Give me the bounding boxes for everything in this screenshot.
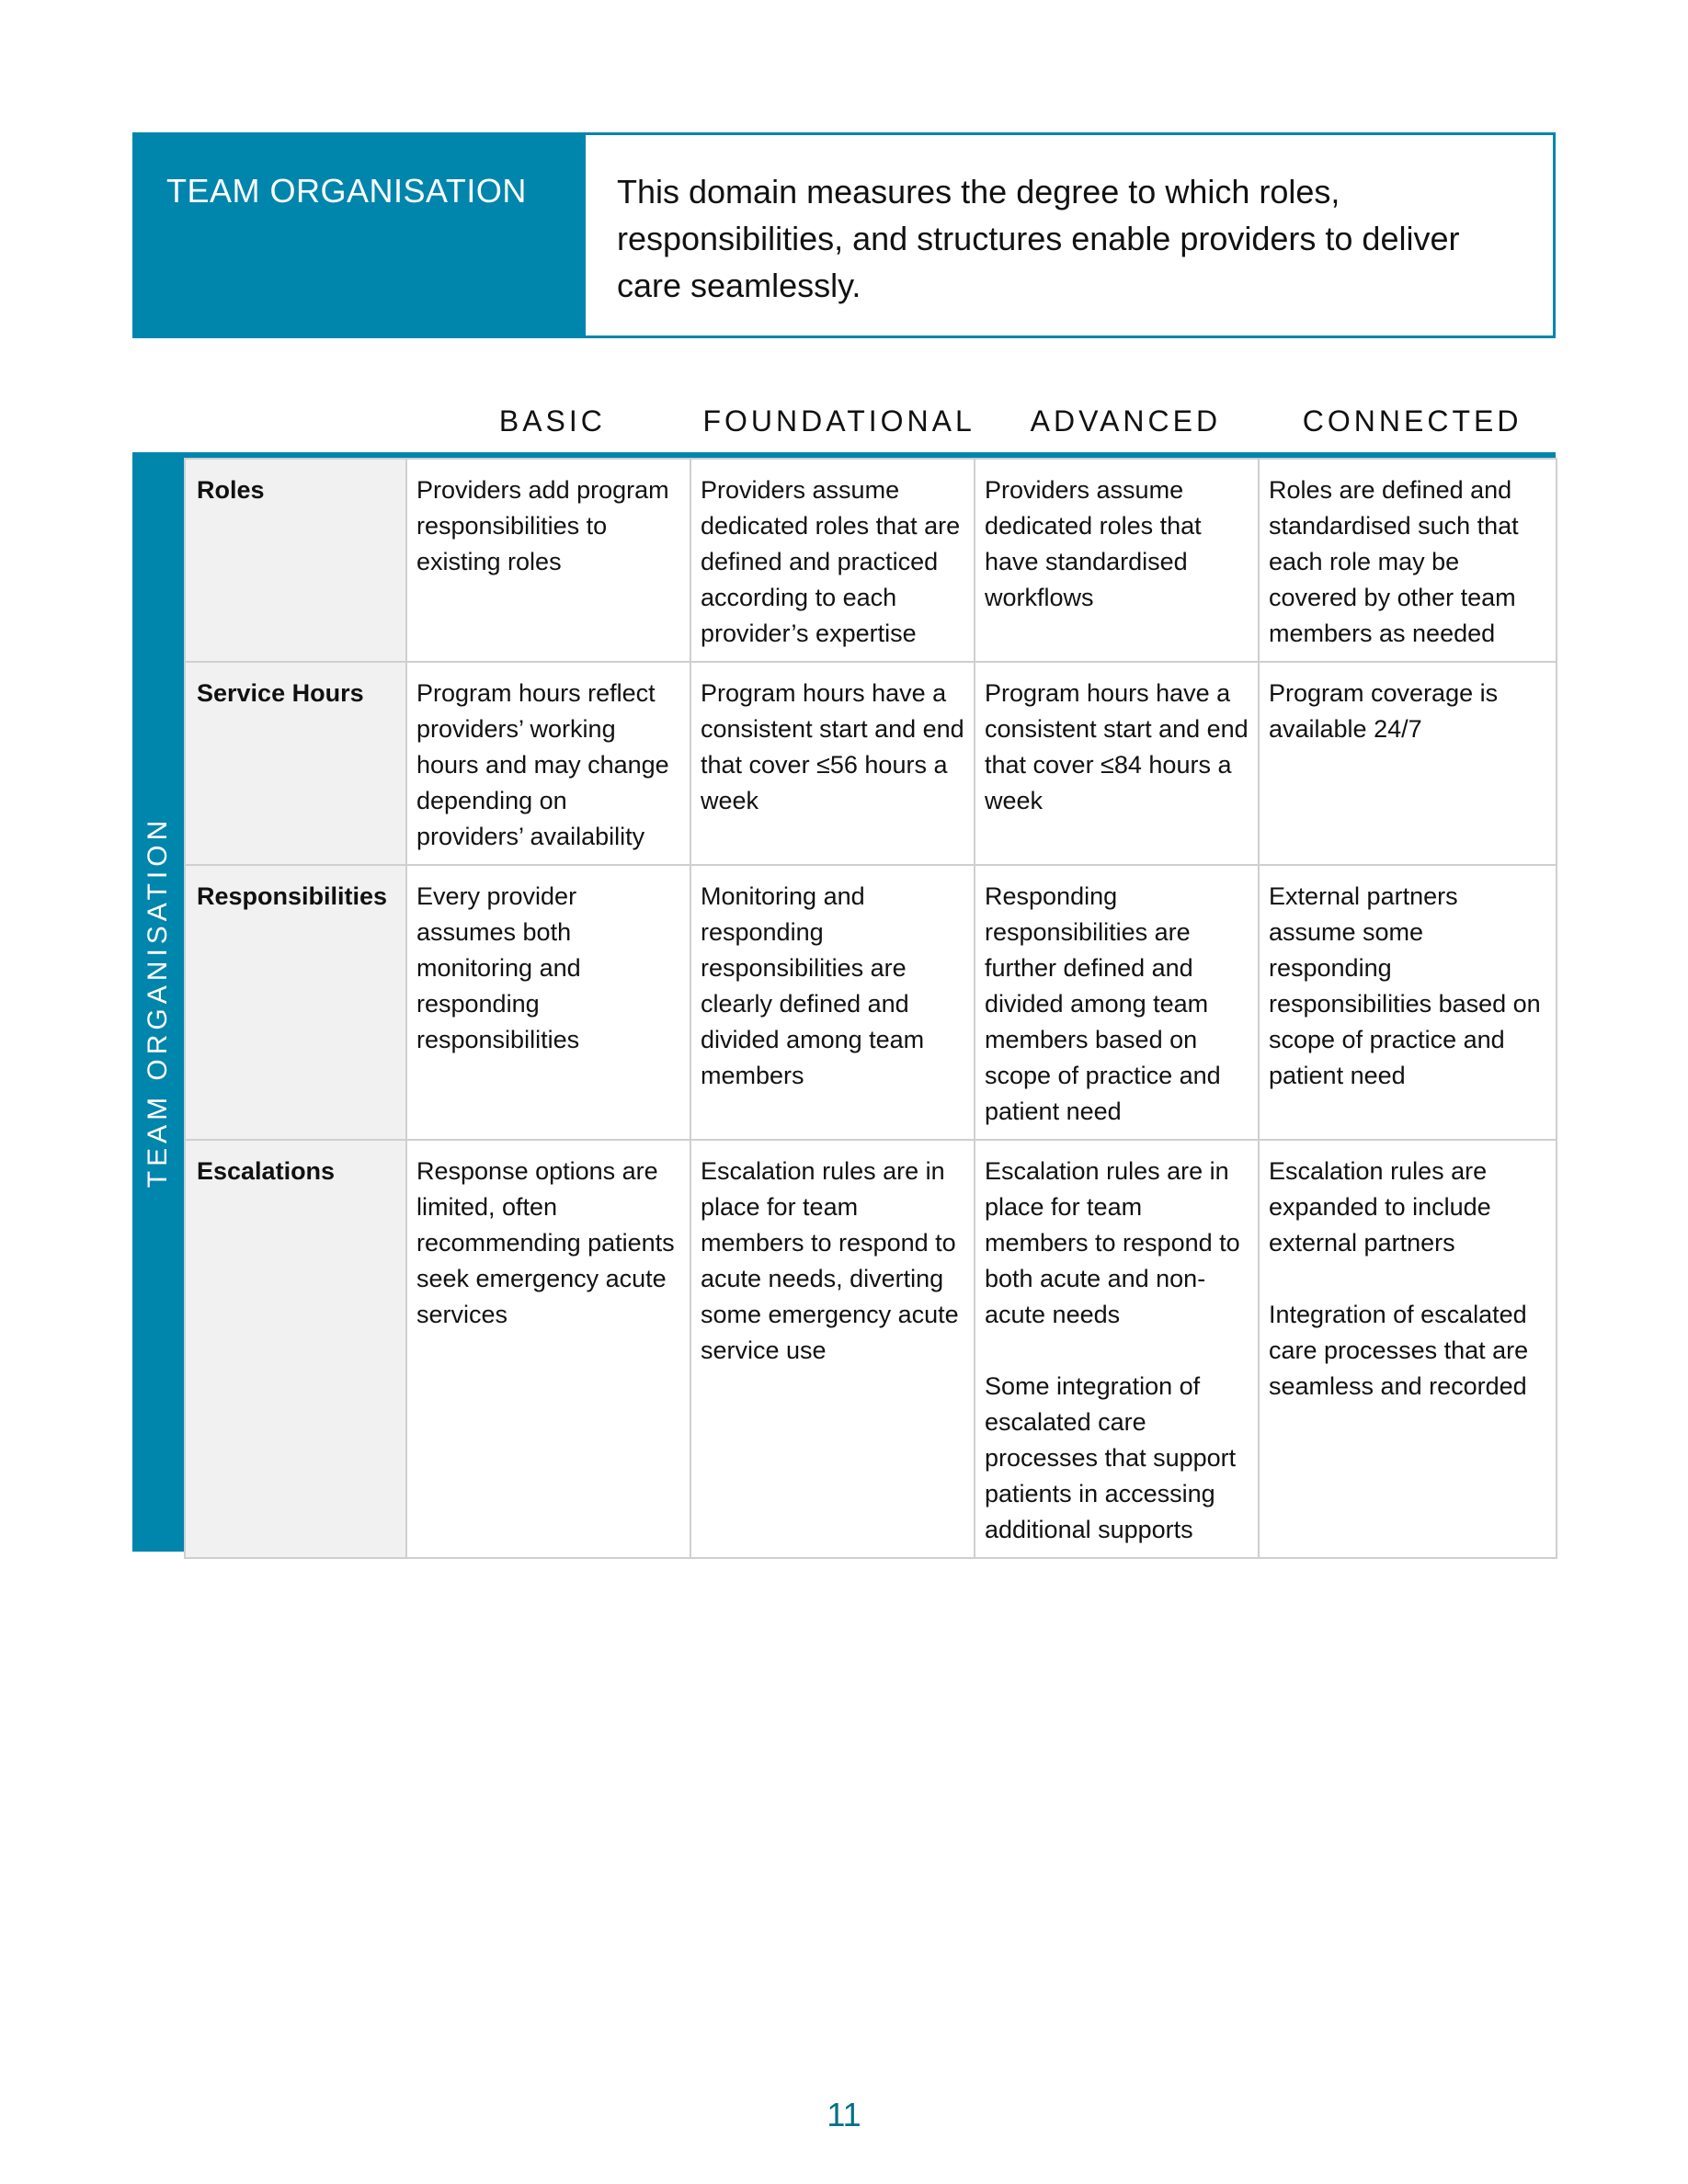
- cell-responsibilities-advanced: Responding responsibilities are further defined and divided among team members based on scope of practice and patient need: [975, 865, 1259, 1140]
- domain-header-box: [132, 132, 1556, 338]
- cell-escalations-connected: Escalation rules are expanded to include external partners Integration of escalated care processes that are seamless and recorded: [1259, 1140, 1557, 1558]
- level-header-connected: CONNECTED: [1302, 404, 1523, 438]
- page-number: 11: [827, 2096, 861, 2133]
- row-label-service-hours: Service Hours: [185, 662, 406, 865]
- side-label: TEAM ORGANISATION: [143, 815, 173, 1189]
- domain-title: TEAM ORGANISATION: [135, 135, 586, 336]
- table-row-roles: [185, 459, 1557, 662]
- cell-escalations-basic: Response options are limited, often recommending patients seek emergency acute services: [406, 1140, 690, 1558]
- row-label-responsibilities: Responsibilities: [185, 865, 406, 1140]
- cell-responsibilities-connected: External partners assume some responding responsibilities based on scope of practice and patient need: [1259, 865, 1557, 1140]
- cell-service-hours-connected: Program coverage is available 24/7: [1259, 662, 1557, 865]
- cell-escalations-foundational: Escalation rules are in place for team members to respond to acute needs, diverting some emergency acute service use: [690, 1140, 975, 1558]
- level-header-advanced: ADVANCED: [1030, 404, 1222, 438]
- domain-description: This domain measures the degree to which roles, responsibilities, and structures enable providers to deliver care seamlessly.: [617, 173, 1460, 304]
- table-row-service-hours: [185, 662, 1557, 865]
- cell-responsibilities-foundational: Monitoring and responding responsibilities are clearly defined and divided among team members: [690, 865, 975, 1140]
- cell-service-hours-foundational: Program hours have a consistent start and end that cover ≤56 hours a week: [690, 662, 975, 865]
- level-header-foundational: FOUNDATIONAL: [702, 404, 975, 438]
- cell-service-hours-advanced: Program hours have a consistent start and end that cover ≤84 hours a week: [975, 662, 1259, 865]
- cell-roles-connected: Roles are defined and standardised such that each role may be covered by other team members as needed: [1259, 459, 1557, 662]
- table-row-responsibilities: [185, 865, 1557, 1140]
- cell-responsibilities-basic: Every provider assumes both monitoring and responding responsibilities: [406, 865, 690, 1140]
- cell-roles-advanced: Providers assume dedicated roles that have standardised workflows: [975, 459, 1259, 662]
- maturity-table: [184, 458, 1557, 1559]
- cell-service-hours-basic: Program hours reflect providers’ working hours and may change depending on providers’ availability: [406, 662, 690, 865]
- row-label-escalations: Escalations: [185, 1140, 406, 1558]
- cell-escalations-advanced: Escalation rules are in place for team members to respond to both acute and non-acute needs Some integration of escalated care processes that support patients in accessing additional supports: [975, 1140, 1259, 1558]
- maturity-level-headers: [409, 404, 1556, 445]
- cell-roles-foundational: Providers assume dedicated roles that are defined and practiced according to each provider’s expertise: [690, 459, 975, 662]
- level-header-basic: BASIC: [498, 404, 606, 438]
- table-row-escalations: [185, 1140, 1557, 1558]
- cell-roles-basic: Providers add program responsibilities to existing roles: [406, 459, 690, 662]
- row-label-roles: Roles: [185, 459, 406, 662]
